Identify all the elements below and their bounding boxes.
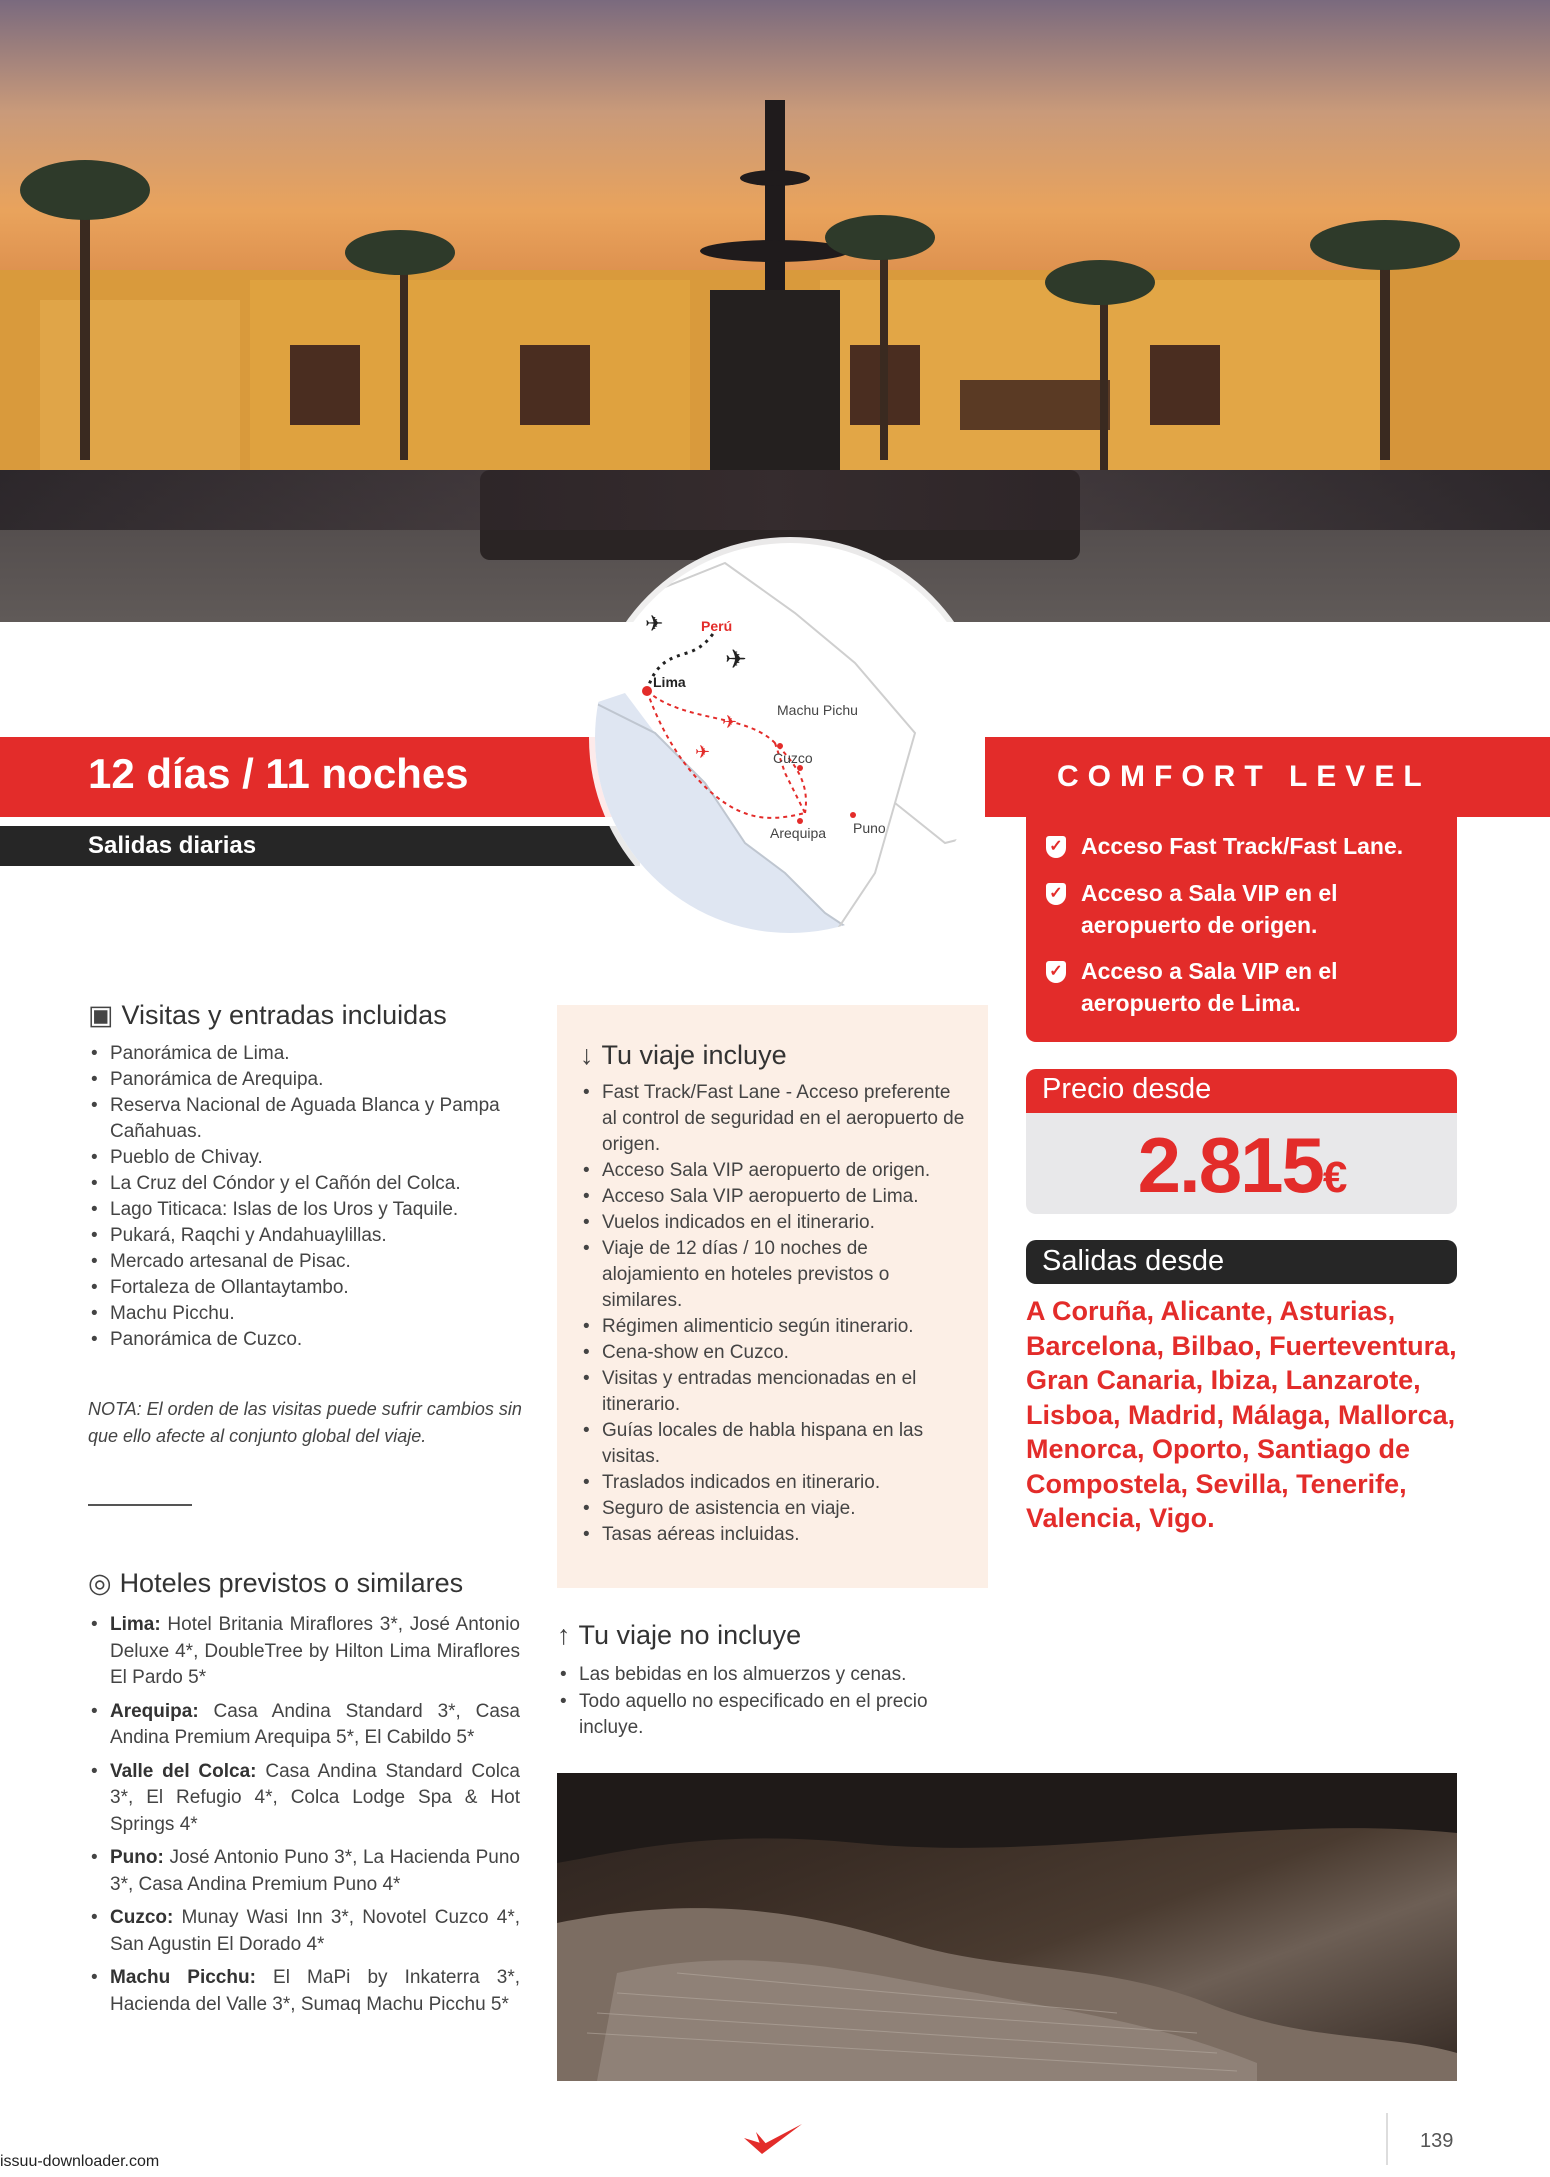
arrow-down-icon: ↓ xyxy=(580,1040,594,1070)
list-item: • Panorámica de Arequipa. xyxy=(88,1067,528,1093)
map-label-arequipa: Arequipa xyxy=(770,825,827,841)
visitas-title: ▣ Visitas y entradas incluidas xyxy=(88,1000,447,1030)
comfort-item: ✓ Acceso a Sala VIP en el aeropuerto de origen. xyxy=(1046,877,1446,941)
list-item: • Machu Picchu. xyxy=(88,1301,528,1327)
list-item: • La Cruz del Cóndor y el Cañón del Colca. xyxy=(88,1171,528,1197)
list-item: • Todo aquello no especificado en el precio incluye. xyxy=(557,1689,977,1742)
comfort-title: COMFORT LEVEL xyxy=(1057,760,1431,793)
list-item: • Lago Titicaca: Islas de los Uros y Taquile. xyxy=(88,1197,528,1223)
comfort-item: ✓ Acceso a Sala VIP en el aeropuerto de Lima. xyxy=(1046,955,1446,1019)
list-item: • Guías locales de habla hispana en las visitas. xyxy=(580,1418,970,1470)
list-item: • Fast Track/Fast Lane - Acceso preferente al control de seguridad en el aeropuerto de origen. xyxy=(580,1080,970,1158)
visitas-list xyxy=(88,1041,528,1353)
list-item: • Panorámica de Lima. xyxy=(88,1041,528,1067)
list-item: • Vuelos indicados en el itinerario. xyxy=(580,1210,970,1236)
list-item: • Las bebidas en los almuerzos y cenas. xyxy=(557,1662,977,1689)
map-label-puno: Puno xyxy=(853,820,886,836)
list-item: • Arequipa: Casa Andina Standard 3*, Casa Andina Premium Arequipa 5*, El Cabildo 5* xyxy=(88,1699,520,1752)
brand-logo xyxy=(742,2120,804,2165)
visitas-note: NOTA: El orden de las visitas puede sufrir cambios sin que ello afecte al conjunto global del viaje. xyxy=(88,1399,522,1446)
svg-text:✈: ✈ xyxy=(645,611,664,636)
page-number: 139 xyxy=(1420,2130,1454,2152)
duration-title: 12 días / 11 noches xyxy=(88,750,469,797)
list-item: • Régimen alimenticio según itinerario. xyxy=(580,1314,970,1340)
list-item: • Visitas y entradas mencionadas en el itinerario. xyxy=(580,1366,970,1418)
hoteles-list xyxy=(88,1612,520,2025)
incluye-title: ↓ Tu viaje incluye xyxy=(580,1040,787,1070)
list-item: • Cuzco: Munay Wasi Inn 3*, Novotel Cuzco 4*, San Agustin El Dorado 4* xyxy=(88,1905,520,1958)
list-item: • Reserva Nacional de Aguada Blanca y Pampa Cañahuas. xyxy=(88,1093,528,1145)
comfort-item: ✓ Acceso Fast Track/Fast Lane. xyxy=(1046,830,1446,862)
map-label-country: Perú xyxy=(701,618,733,634)
list-item: • Traslados indicados en itinerario. xyxy=(580,1470,970,1496)
map-label-cuzco: Cuzco xyxy=(773,750,813,766)
list-item: • Cena-show en Cuzco. xyxy=(580,1340,970,1366)
no-incluye-list xyxy=(557,1662,977,1742)
map-label-lima: Lima xyxy=(653,674,686,690)
divider xyxy=(88,1504,192,1506)
list-item: • Valle del Colca: Casa Andina Standard Colca 3*, El Refugio 4*, Colca Lodge Spa & Hot Springs 4* xyxy=(88,1759,520,1839)
hoteles-title: ◎ Hoteles previstos o similares xyxy=(88,1568,464,1598)
price-value xyxy=(1026,1120,1457,1211)
list-item: • Tasas aéreas incluidas. xyxy=(580,1522,970,1548)
price-amount: 2.815 xyxy=(1137,1121,1323,1209)
list-item: • Machu Picchu: El MaPi by Inkaterra 3*, Hacienda del Valle 3*, Sumaq Machu Picchu 5* xyxy=(88,1965,520,2018)
list-item: • Lima: Hotel Britania Miraflores 3*, José Antonio Deluxe 4*, DoubleTree by Hilton Lima Miraflores El Pardo 5* xyxy=(88,1612,520,1692)
hero-photo-plaza-lima xyxy=(0,0,1550,622)
no-incluye-title: ↑ Tu viaje no incluye xyxy=(557,1620,802,1650)
list-item: • Pueblo de Chivay. xyxy=(88,1145,528,1171)
watermark: issuu-downloader.com xyxy=(0,2153,160,2170)
salt-terraces-photo xyxy=(557,1773,1457,2081)
incluye-list xyxy=(580,1080,970,1548)
list-item: • Puno: José Antonio Puno 3*, La Hacienda Puno 3*, Casa Andina Premium Puno 4* xyxy=(88,1845,520,1898)
route-map xyxy=(595,543,985,933)
map-label-machu-pichu: Machu Pichu xyxy=(777,702,858,718)
list-item: • Seguro de asistencia en viaje. xyxy=(580,1496,970,1522)
ticket-icon: ▣ xyxy=(88,1000,114,1030)
arrow-up-icon: ↑ xyxy=(557,1620,571,1650)
list-item: • Panorámica de Cuzco. xyxy=(88,1327,528,1353)
list-item: • Fortaleza de Ollantaytambo. xyxy=(88,1275,528,1301)
route-map-svg xyxy=(595,543,985,933)
list-item: • Acceso Sala VIP aeropuerto de Lima. xyxy=(580,1184,970,1210)
price-label: Precio desde xyxy=(1042,1073,1212,1105)
location-pin-icon: ◎ xyxy=(88,1568,112,1598)
svg-text:✈: ✈ xyxy=(725,644,747,674)
list-item: • Viaje de 12 días / 10 noches de alojamiento en hoteles previstos o similares. xyxy=(580,1236,970,1314)
footer-divider xyxy=(1386,2113,1388,2165)
departures-frequency: Salidas diarias xyxy=(88,832,257,859)
check-shield-icon: ✓ xyxy=(1046,883,1066,905)
svg-text:✈: ✈ xyxy=(695,742,711,762)
check-shield-icon: ✓ xyxy=(1046,836,1066,858)
departures-label: Salidas desde xyxy=(1042,1245,1225,1277)
list-item: • Mercado artesanal de Pisac. xyxy=(88,1249,528,1275)
salt-terraces-illustration xyxy=(557,1773,1457,2081)
list-item: • Acceso Sala VIP aeropuerto de origen. xyxy=(580,1158,970,1184)
check-shield-icon: ✓ xyxy=(1046,961,1066,983)
list-item: • Pukará, Raqchi y Andahuaylillas. xyxy=(88,1223,528,1249)
price-currency: € xyxy=(1322,1153,1346,1202)
departure-cities: A Coruña, Alicante, Asturias, Barcelona, Bilbao, Fuerteventura, Gran Canaria, Ibiza, Lanzarote, Lisboa, Madrid, Málaga, Mallorca, Menorca, Oporto, Santiago de Compostela, Sevilla, Tenerife, Valencia, Vigo. xyxy=(1026,1296,1457,1533)
svg-text:✈: ✈ xyxy=(722,712,738,732)
